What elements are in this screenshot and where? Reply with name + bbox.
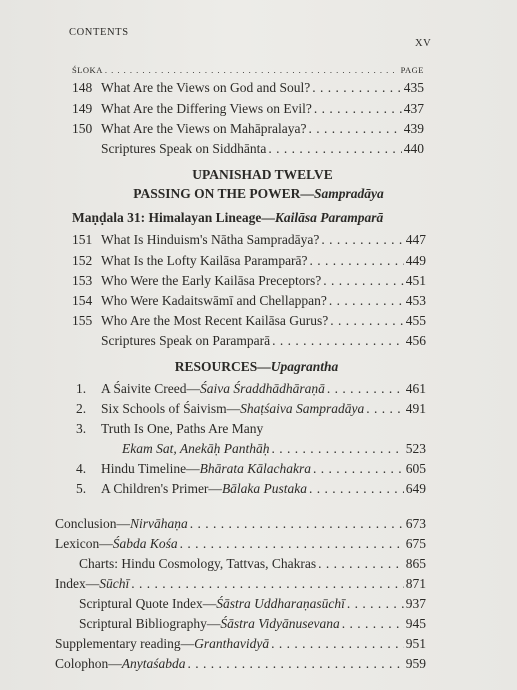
dot-leader	[131, 576, 404, 592]
entry-title-sanskrit: Śāstra Vidyānusevana	[220, 616, 340, 631]
dot-leader	[312, 80, 401, 96]
entry-page: 453	[405, 293, 426, 308]
back-matter-entry	[55, 656, 426, 672]
entry-page: 951	[405, 636, 426, 651]
back-matter-entry	[55, 636, 426, 652]
entry-page: 937	[405, 596, 426, 611]
entry-title: Who Were Kadaitswāmī and Chellappan?	[101, 293, 327, 308]
toc-entry	[72, 232, 426, 248]
entry-title: Charts: Hindu Cosmology, Tattvas, Chakras	[79, 556, 317, 571]
entry-page: 435	[403, 80, 424, 95]
back-matter-entry	[55, 576, 426, 592]
entry-title-sanskrit: Sūchī	[99, 576, 130, 591]
entry-title: Colophon—	[55, 656, 122, 671]
back-matter-entry	[79, 616, 426, 632]
entry-title-sanskrit: Śāstra Uddharaṇasūchī	[216, 596, 345, 611]
sloka-number: 154	[72, 293, 93, 308]
entry-page: 437	[403, 101, 424, 116]
entry-title-sanskrit: Nirvāhaṇa	[130, 516, 188, 531]
entry-title: Six Schools of Śaivism—	[101, 401, 241, 416]
column-head-page: PAGE	[400, 65, 424, 75]
resource-entry	[76, 421, 426, 437]
entry-page: 449	[405, 253, 426, 268]
sloka-number: 151	[72, 232, 93, 247]
dot-leader	[271, 636, 404, 652]
entry-page: 440	[403, 141, 424, 156]
dot-leader	[190, 516, 404, 532]
dot-leader	[268, 141, 401, 157]
upanishad-heading: UPANISHAD TWELVE	[192, 167, 333, 182]
entry-page: 456	[405, 333, 426, 348]
dot-leader	[329, 293, 404, 309]
dot-leader	[272, 333, 404, 349]
dot-leader	[327, 381, 404, 397]
entry-title: Who Were the Early Kailāsa Preceptors?	[101, 273, 322, 288]
entry-page: 871	[405, 576, 426, 591]
dot-leader	[309, 121, 402, 137]
back-matter-entry	[79, 596, 426, 612]
sloka-number: 155	[72, 313, 93, 328]
sloka-number: 153	[72, 273, 93, 288]
back-matter-entry	[79, 556, 426, 572]
page-number: XV	[415, 38, 432, 49]
toc-entry	[101, 333, 426, 349]
sloka-number: 148	[72, 80, 93, 95]
entry-title-sanskrit: Śabda Kośa	[112, 536, 178, 551]
entry-title: What Are the Views on God and Soul?	[101, 80, 311, 95]
entry-title-sanskrit: Bhārata Kālachakra	[199, 461, 312, 476]
entry-page: 865	[405, 556, 426, 571]
upanishad-subheading	[0, 186, 517, 202]
resource-number: 4.	[76, 461, 87, 476]
resources-heading-text: RESOURCES—	[174, 359, 271, 374]
toc-entry	[72, 253, 426, 269]
entry-page: 491	[405, 401, 426, 416]
mandala-heading	[72, 210, 383, 226]
resource-number: 2.	[76, 401, 87, 416]
back-matter-entry	[55, 516, 426, 532]
entry-title: Lexicon—	[55, 536, 113, 551]
running-head: CONTENTS	[69, 27, 129, 38]
entry-page: 439	[403, 121, 424, 136]
entry-title: Supplementary reading—	[55, 636, 195, 651]
entry-title: What Are the Differing Views on Evil?	[101, 101, 312, 116]
toc-entry	[72, 121, 424, 137]
entry-page: 959	[405, 656, 426, 671]
entry-title: What Are the Views on Mahāpralaya?	[101, 121, 307, 136]
entry-title: Hindu Timeline—	[101, 461, 200, 476]
entry-title-sanskrit: Śaiva Śraddhādhāraṇā	[199, 381, 325, 396]
entry-title: A Children's Primer—	[101, 481, 222, 496]
entry-title: A Śaivite Creed—	[101, 381, 200, 396]
dot-leader	[314, 101, 402, 117]
sloka-number: 152	[72, 253, 93, 268]
resource-entry	[76, 481, 426, 497]
resource-entry	[76, 381, 426, 397]
toc-entry	[72, 293, 426, 309]
mandala-heading-text: Maṇḍala 31: Himalayan Lineage—	[72, 210, 275, 225]
dot-leader	[310, 253, 404, 269]
upanishad-subheading-text: PASSING ON THE POWER—	[133, 186, 314, 201]
resource-number: 3.	[76, 421, 87, 436]
back-matter-entry	[55, 536, 426, 552]
entry-page: 945	[405, 616, 426, 631]
dot-leader	[321, 232, 403, 248]
mandala-heading-sanskrit: Kailāsa Paramparā	[274, 210, 384, 225]
toc-entry	[72, 80, 424, 96]
resource-entry	[122, 441, 426, 457]
dot-leader	[180, 536, 404, 552]
entry-page: 673	[405, 516, 426, 531]
entry-title: Scriptural Bibliography—	[79, 616, 221, 631]
entry-title-sanskrit: Ekam Sat, Anekāḥ Panthāḥ	[122, 441, 270, 456]
entry-title: What Is the Lofty Kailāsa Paramparā?	[101, 253, 308, 268]
entry-title: Scriptures Speak on Siddhānta	[101, 141, 267, 156]
resource-number: 1.	[76, 381, 87, 396]
entry-title: Scriptures Speak on Paramparā	[101, 333, 271, 348]
dot-leader	[188, 656, 404, 672]
entry-title-sanskrit: Shaṭśaiva Sampradāya	[240, 401, 365, 416]
toc-entry	[101, 141, 424, 157]
dot-leader	[342, 616, 404, 632]
entry-page: 451	[405, 273, 426, 288]
dot-leader	[313, 461, 404, 477]
dot-leader	[318, 556, 404, 572]
entry-page: 605	[405, 461, 426, 476]
toc-entry	[72, 101, 424, 117]
sloka-number: 149	[72, 101, 93, 116]
entry-page: 455	[405, 313, 426, 328]
entry-page: 461	[405, 381, 426, 396]
entry-title: Who Are the Most Recent Kailāsa Gurus?	[101, 313, 329, 328]
dot-leader	[309, 481, 404, 497]
resource-entry	[76, 461, 426, 477]
entry-title-sanskrit: Bālaka Pustaka	[221, 481, 308, 496]
entry-title: Index—	[55, 576, 100, 591]
toc-entry	[72, 313, 426, 329]
resource-entry	[76, 401, 426, 417]
resource-number: 5.	[76, 481, 87, 496]
dot-leader	[105, 65, 399, 75]
entry-title: Scriptural Quote Index—	[79, 596, 217, 611]
entry-title-sanskrit: Granthavidyā	[194, 636, 270, 651]
resources-heading	[0, 359, 515, 375]
upanishad-subheading-sanskrit: Sampradāya	[313, 186, 384, 201]
dot-leader	[330, 313, 404, 329]
entry-page: 447	[405, 232, 426, 247]
entry-title: Conclusion—	[55, 516, 131, 531]
entry-page: 649	[405, 481, 426, 496]
entry-title: Truth Is One, Paths Are Many	[101, 421, 264, 436]
entry-page: 675	[405, 536, 426, 551]
dot-leader	[347, 596, 404, 612]
dot-leader	[323, 273, 404, 289]
entry-title-sanskrit: Anytaśabda	[121, 656, 186, 671]
toc-entry	[72, 273, 426, 289]
resources-heading-sanskrit: Upagrantha	[270, 359, 339, 374]
column-head-sloka: ŚLOKA	[72, 65, 103, 75]
dot-leader	[366, 401, 403, 417]
sloka-number: 150	[72, 121, 93, 136]
entry-title: What Is Hinduism's Nātha Sampradāya?	[101, 232, 320, 247]
column-headings	[72, 65, 424, 75]
dot-leader	[271, 441, 403, 457]
entry-page: 523	[405, 441, 426, 456]
